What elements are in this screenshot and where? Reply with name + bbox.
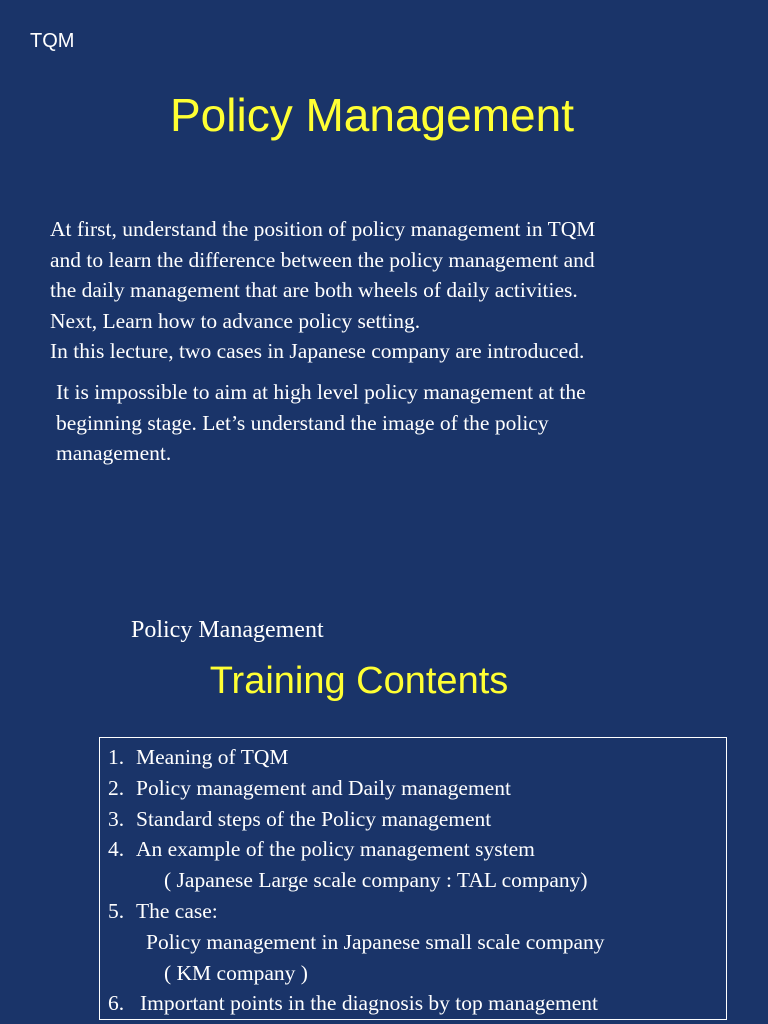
intro-line: Next, Learn how to advance policy setting. xyxy=(50,308,421,333)
list-item xyxy=(108,742,726,773)
intro-line: At first, understand the position of policy management in TQM xyxy=(50,217,596,241)
list-item xyxy=(108,896,726,927)
section-label: Policy Management xyxy=(131,617,324,643)
item-text: An example of the policy management system xyxy=(136,837,535,862)
list-item xyxy=(108,804,726,835)
item-text: The case: xyxy=(136,898,218,923)
list-item xyxy=(108,988,726,1019)
item-text: Policy management and Daily management xyxy=(136,775,511,800)
item-text: Standard steps of the Policy management xyxy=(136,806,492,831)
item-subtext: ( Japanese Large scale company : TAL company) xyxy=(164,868,588,893)
item-subtext: Policy management in Japanese small scale company xyxy=(146,929,605,954)
intro-line: the daily management that are both wheels of daily activities. xyxy=(50,278,578,303)
note-line: management. xyxy=(56,441,172,466)
list-item xyxy=(108,773,726,804)
item-text: Meaning of TQM xyxy=(136,745,289,769)
list-item xyxy=(108,834,726,865)
training-contents-list xyxy=(108,742,726,1019)
note-line: It is impossible to aim at high level policy management at the xyxy=(56,380,586,404)
item-number: 3. xyxy=(108,806,125,831)
note-paragraph xyxy=(56,377,756,469)
item-subtext: ( KM company ) xyxy=(164,960,308,985)
item-number: 5. xyxy=(108,898,125,923)
item-number: 6. xyxy=(108,991,125,1016)
item-number: 4. xyxy=(108,837,125,862)
training-contents-box xyxy=(99,737,727,1020)
note-line: beginning stage. Let’s understand the image of the policy xyxy=(56,410,549,435)
intro-line: and to learn the difference between the policy management and xyxy=(50,247,595,272)
page-title: Policy Management xyxy=(170,89,574,141)
intro-paragraph xyxy=(50,214,750,367)
item-text: Important points in the diagnosis by top management xyxy=(140,991,598,1016)
section-title: Training Contents xyxy=(209,660,509,702)
item-number: 2. xyxy=(108,775,125,800)
intro-line: In this lecture, two cases in Japanese company are introduced. xyxy=(50,339,585,364)
item-number: 1. xyxy=(108,745,125,769)
corner-label: TQM xyxy=(30,30,75,52)
